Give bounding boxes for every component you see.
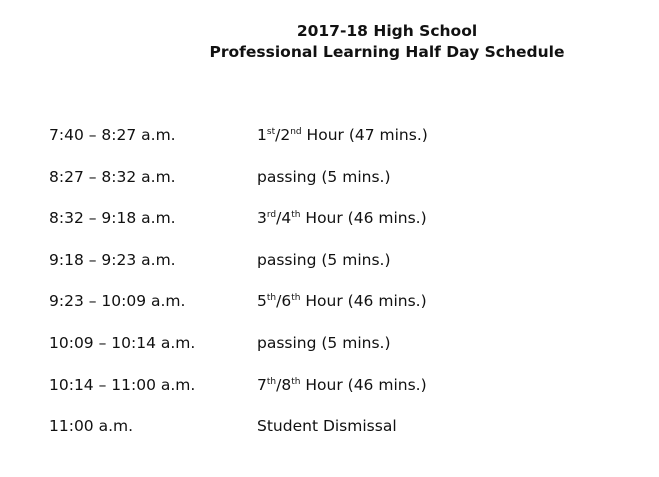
separator: / <box>276 375 282 394</box>
separator: / <box>276 292 282 311</box>
activity <box>257 290 427 312</box>
activity: passing (5 mins.) <box>257 333 391 352</box>
ordinal-suffix: nd <box>290 127 302 137</box>
hour-number: 6 <box>281 292 292 311</box>
ordinal-suffix: st <box>266 127 276 137</box>
schedule-row <box>49 290 629 332</box>
separator: / <box>275 126 281 144</box>
activity <box>257 374 427 396</box>
time-range: 10:09 – 10:14 a.m. <box>49 333 196 352</box>
schedule-row <box>49 374 629 416</box>
schedule-row <box>49 207 629 249</box>
schedule-row <box>49 124 629 166</box>
time-range: 9:18 – 9:23 a.m. <box>49 250 176 269</box>
activity-detail: Hour (46 mins.) <box>300 292 427 311</box>
time-range: 7:40 – 8:27 a.m. <box>49 126 176 144</box>
hour-number: 3 <box>257 209 267 228</box>
activity-detail: Hour (46 mins.) <box>300 209 427 228</box>
hour-number: 1 <box>257 126 267 144</box>
time-range: 8:32 – 9:18 a.m. <box>49 209 176 228</box>
ordinal-suffix: th <box>291 376 301 387</box>
ordinal-suffix: th <box>266 376 277 387</box>
time-range: 11:00 a.m. <box>49 417 134 436</box>
activity: Student Dismissal <box>257 417 397 436</box>
hour-number: 4 <box>281 209 292 228</box>
hour-number: 7 <box>257 375 267 394</box>
hour-number: 2 <box>280 126 291 144</box>
ordinal-suffix: th <box>291 210 301 221</box>
activity <box>257 207 427 229</box>
schedule-row <box>49 166 629 208</box>
title-line-2: Professional Learning Half Day Schedule <box>209 43 565 61</box>
activity <box>257 124 428 146</box>
activity: passing (5 mins.) <box>257 250 391 269</box>
schedule-row <box>49 415 629 457</box>
time-range: 9:23 – 10:09 a.m. <box>49 292 186 311</box>
activity: passing (5 mins.) <box>257 167 391 186</box>
ordinal-suffix: rd <box>266 210 277 221</box>
separator: / <box>276 209 282 228</box>
ordinal-suffix: th <box>266 293 277 304</box>
time-range: 10:14 – 11:00 a.m. <box>49 375 196 394</box>
schedule-row <box>49 249 629 291</box>
activity-detail: Hour (46 mins.) <box>300 375 427 394</box>
activity-detail: Hour (47 mins.) <box>301 126 428 144</box>
title-line-1: 2017-18 High School <box>296 22 478 40</box>
schedule-list <box>49 124 629 457</box>
hour-number: 8 <box>281 375 292 394</box>
schedule-row <box>49 332 629 374</box>
time-range: 8:27 – 8:32 a.m. <box>49 167 176 186</box>
document-title <box>160 21 614 63</box>
ordinal-suffix: th <box>291 293 301 304</box>
hour-number: 5 <box>257 292 267 311</box>
